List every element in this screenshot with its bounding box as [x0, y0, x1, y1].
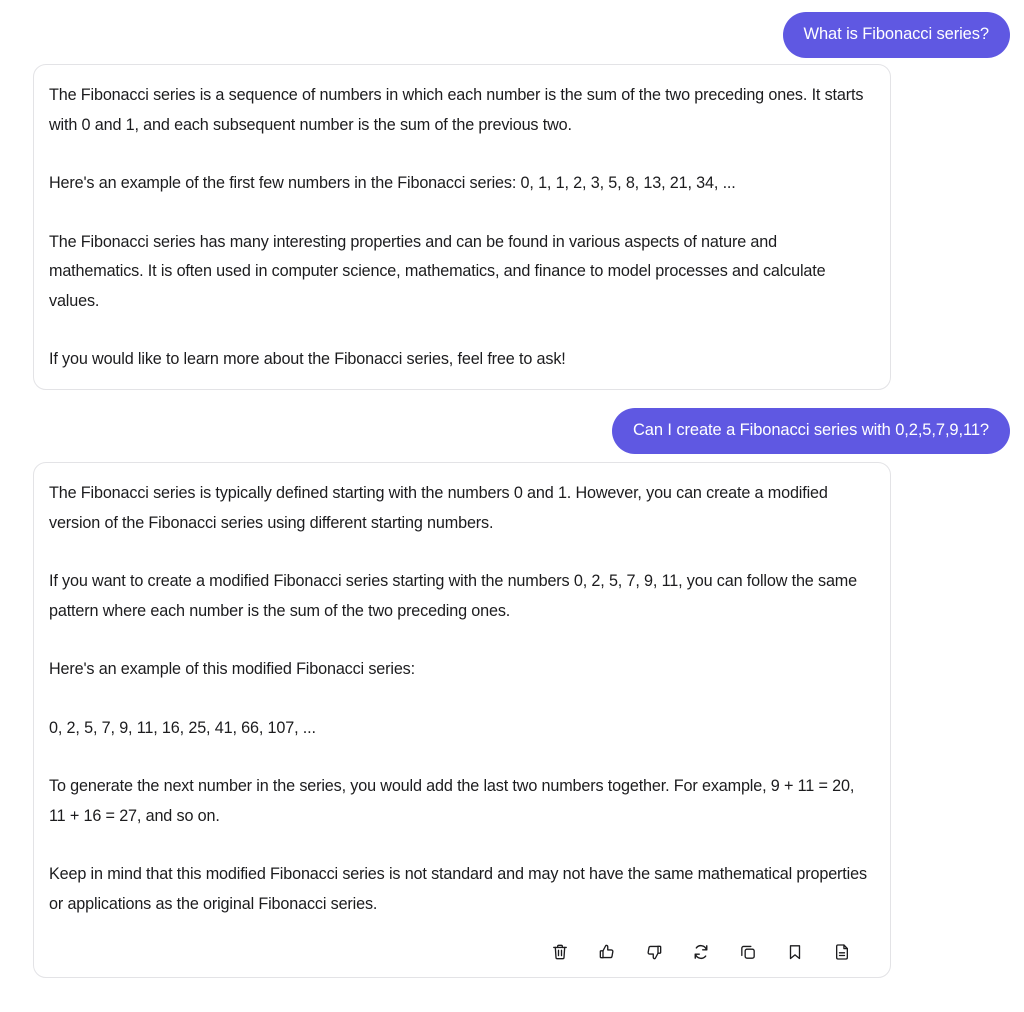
assistant-paragraph-series: 0, 2, 5, 7, 9, 11, 16, 25, 41, 66, 107, ... — [49, 718, 316, 737]
assistant-paragraph: If you want to create a modified Fibonacci series starting with the numbers 0, 2, 5, 7, 9, 11, you can follow the same pattern where each number is the sum of the two preceding ones. — [49, 572, 857, 620]
thumbs-up-button[interactable] — [596, 941, 618, 963]
assistant-message-bubble — [33, 64, 891, 390]
delete-button[interactable] — [549, 941, 571, 963]
assistant-paragraph: Here's an example of the first few numbers in the Fibonacci series: 0, 1, 1, 2, 3, 5, 8, 13, 21, 34, ... — [49, 174, 736, 192]
message-row-user-1 — [0, 12, 1010, 58]
assistant-paragraph: Here's an example of this modified Fibonacci series: — [49, 660, 415, 678]
user-message-bubble: What is Fibonacci series? — [783, 12, 1011, 58]
assistant-paragraph: Keep in mind that this modified Fibonacci series is not standard and may not have the same mathematical properties or applications as the original Fibonacci series. — [49, 865, 867, 913]
thumbs-up-icon — [597, 942, 617, 962]
regenerate-icon — [691, 942, 711, 962]
message-row-user-2 — [0, 408, 1010, 454]
assistant-paragraph: The Fibonacci series has many interesting properties and can be found in various aspects of nature and mathematics. It is often used in computer science, mathematics, and finance to model processes and calculate values. — [49, 232, 826, 310]
document-button[interactable] — [831, 941, 853, 963]
assistant-paragraph: The Fibonacci series is a sequence of numbers in which each number is the sum of the two preceding ones. It starts with 0 and 1, and each subsequent number is the sum of the previous two. — [49, 86, 864, 134]
thumbs-down-button[interactable] — [643, 941, 665, 963]
thumbs-down-icon — [644, 942, 664, 962]
bookmark-icon — [785, 942, 805, 962]
user-message-bubble: Can I create a Fibonacci series with 0,2,5,7,9,11? — [612, 408, 1010, 454]
message-action-toolbar — [49, 941, 870, 963]
assistant-paragraph: To generate the next number in the series, you would add the last two numbers together. For example, 9 + 11 = 20, 11 + 16 = 27, and so on. — [49, 777, 855, 825]
message-row-assistant-2 — [33, 462, 1024, 978]
copy-icon — [738, 942, 758, 962]
assistant-paragraph: If you would like to learn more about the Fibonacci series, feel free to ask! — [49, 350, 566, 368]
copy-button[interactable] — [737, 941, 759, 963]
delete-icon — [550, 942, 570, 962]
regenerate-button[interactable] — [690, 941, 712, 963]
bookmark-button[interactable] — [784, 941, 806, 963]
document-icon — [832, 942, 852, 962]
message-row-assistant-1 — [33, 64, 1024, 390]
assistant-paragraph: The Fibonacci series is typically defined starting with the numbers 0 and 1. However, you can create a modified version of the Fibonacci series using different starting numbers. — [49, 484, 828, 532]
assistant-message-bubble — [33, 462, 891, 978]
